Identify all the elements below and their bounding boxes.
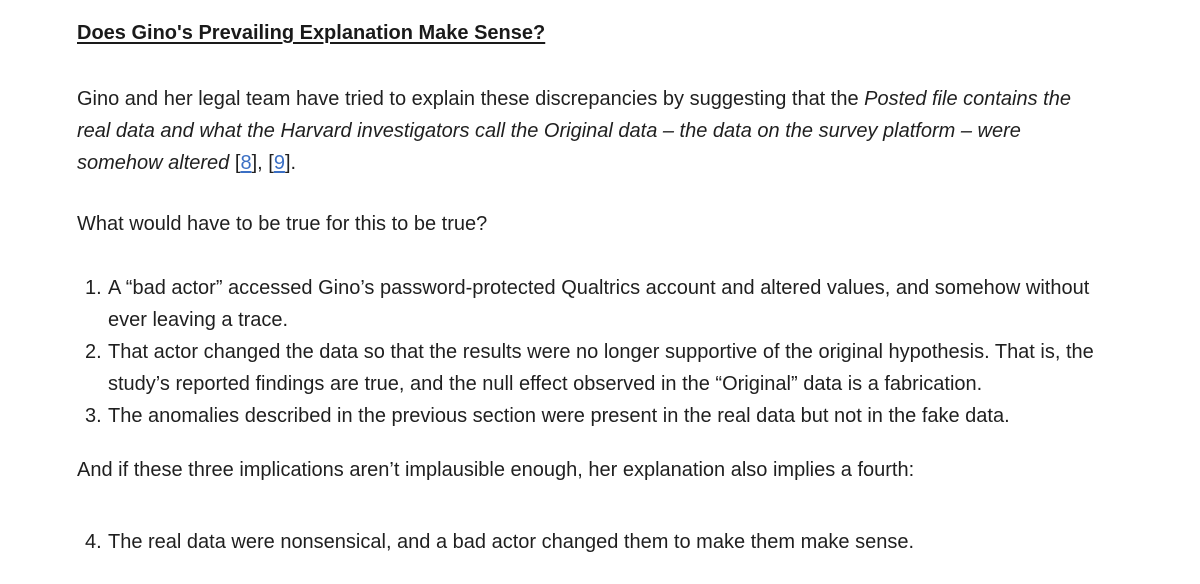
fourth-implication-list [77,526,1107,558]
list-item-number: 3. [85,405,102,427]
list-item-text: A “bad actor” accessed Gino’s password-protected Qualtrics account and altered values, and somehow without ever leaving a trace. [108,277,1090,331]
list-item [77,336,1107,400]
list-item [77,526,1107,558]
paragraph-italic-claim: Posted file contains the real data and what the Harvard investigators call the Original data – the data on the survey platform – were somehow altered [77,88,1071,174]
paragraph-explanation [77,83,1107,179]
paragraph-intro: Gino and her legal team have tried to explain these discrepancies by suggesting that the [77,88,865,110]
list-item [77,272,1107,336]
reference-link-9[interactable]: 9 [273,152,285,174]
bracket-close-2: ]. [284,152,297,174]
list-item [77,400,1107,432]
reference-separator: , [257,152,269,174]
list-item-number: 2. [85,341,102,363]
list-item-number: 4. [85,531,102,553]
list-item-text: The real data were nonsensical, and a bad actor changed them to make them make sense. [108,531,915,553]
bracket-close-1: ] [251,152,258,174]
list-item-number: 1. [85,277,102,299]
paragraph-fourth-implication: And if these three implications aren’t implausible enough, her explanation also implies a fourth: [77,459,915,481]
bracket-open-2: [ [268,152,274,174]
list-item-text: The anomalies described in the previous section were present in the real data but not in the fake data. [108,405,1010,427]
bracket-open-1: [ [234,152,241,174]
reference-link-8[interactable]: 8 [240,152,252,174]
implications-list [77,272,1107,432]
list-item-text: That actor changed the data so that the results were no longer supportive of the original hypothesis. That is, the study’s reported findings are true, and the null effect observed in the “Original” data is a fabrication. [108,341,1094,395]
paragraph-question: What would have to be true for this to be true? [77,213,488,235]
section-heading: Does Gino's Prevailing Explanation Make Sense? [77,22,546,44]
